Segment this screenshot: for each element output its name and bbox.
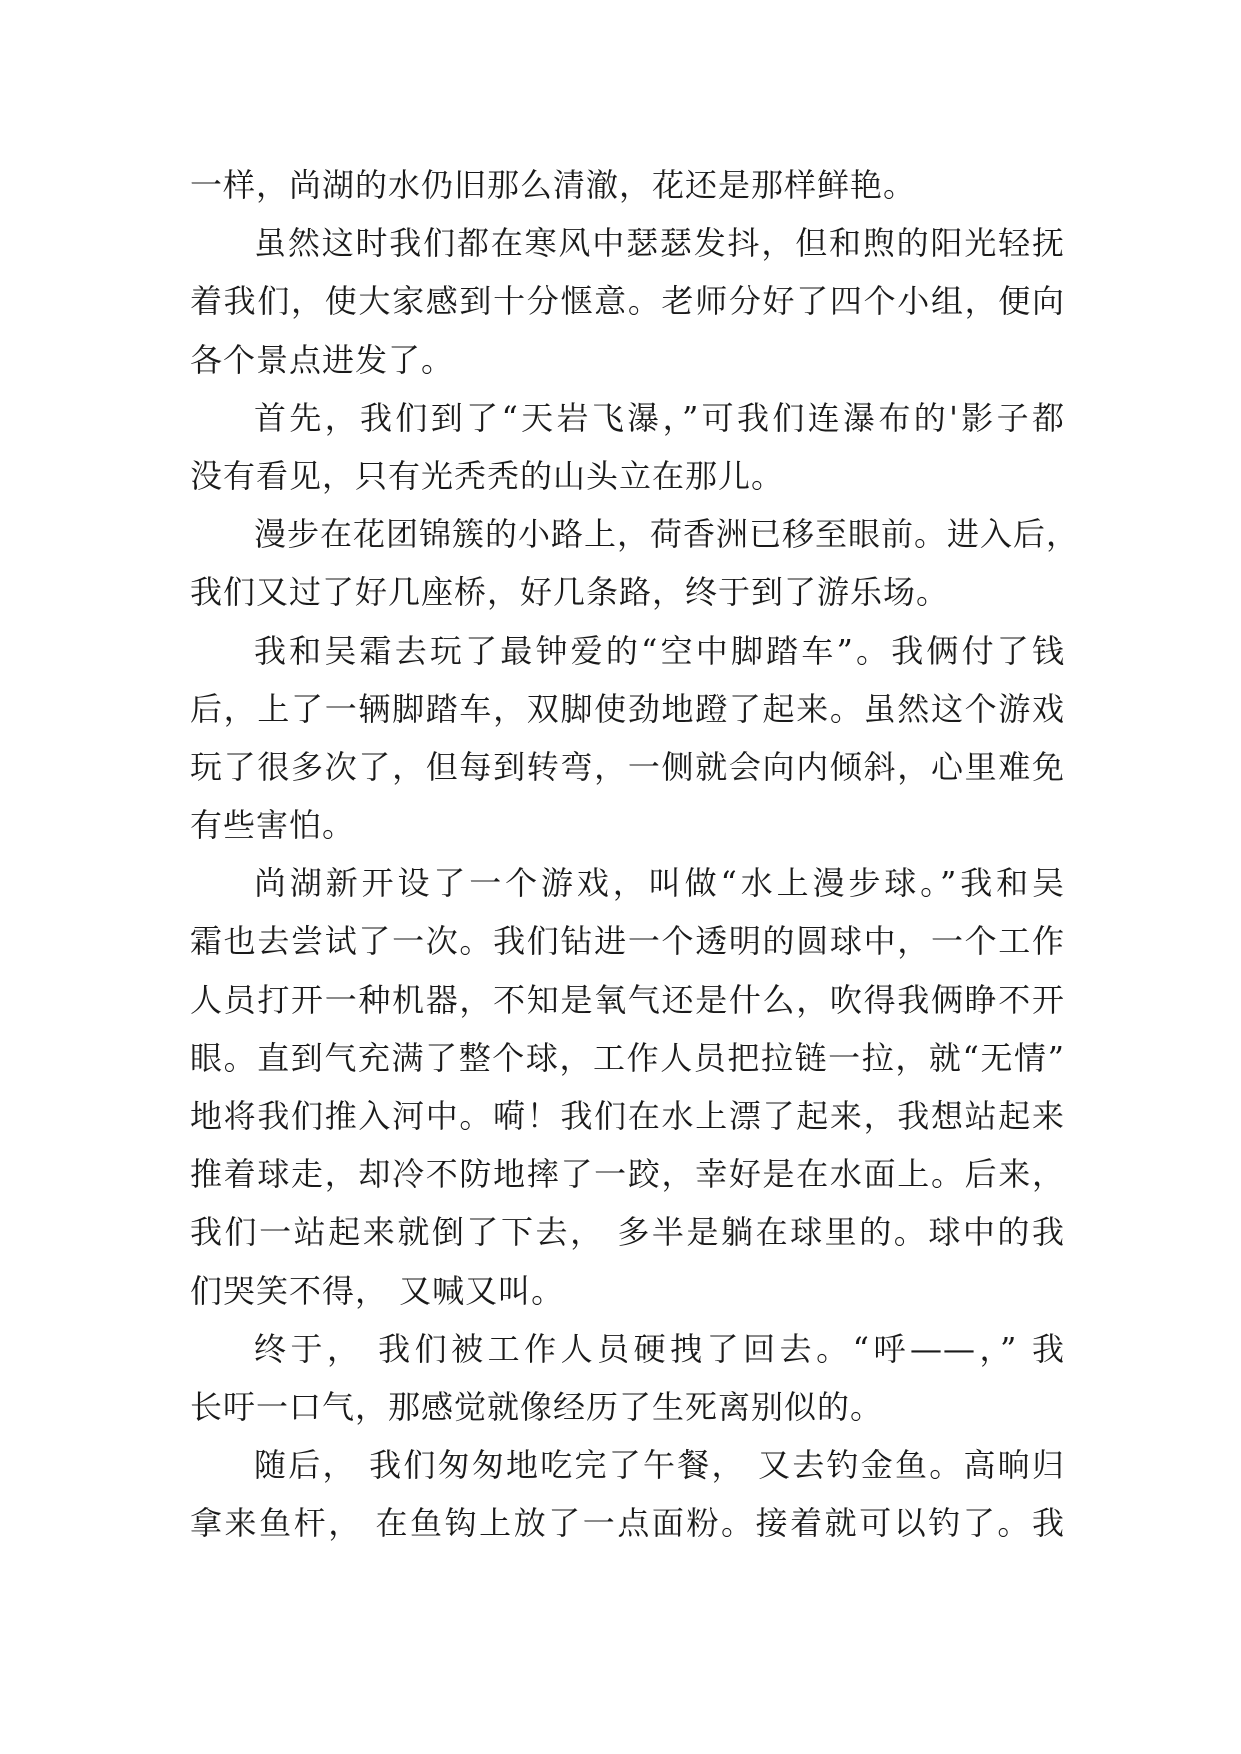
text-line: 一样，尚湖的水仍旧那么清澈，花还是那样鲜艳。	[190, 166, 917, 204]
text-line: 首先，我们到了“天岩飞瀑，”可我们连瀑布的'影子都	[254, 398, 1065, 437]
text-line: 霜也去尝试了一次。我们钻进一个透明的圆球中，一个工作	[190, 922, 1065, 961]
text-line: 没有看见，只有光秃秃的山头立在那儿。	[190, 456, 785, 495]
text-line: 我和吴霜去玩了最钟爱的“空中脚踏车”。我俩付了钱	[254, 631, 1065, 670]
body-text	[190, 156, 1080, 1553]
text-line: 虽然这时我们都在寒风中瑟瑟发抖，但和煦的阳光轻抚	[254, 224, 1065, 263]
text-line: 随后， 我们匆匆地吃完了午餐， 又去钓金鱼。高晌归	[254, 1446, 1065, 1485]
text-line: 我们一站起来就倒了下去， 多半是躺在球里的。球中的我	[190, 1213, 1065, 1252]
text-line: 尚湖新开设了一个游戏，叫做“水上漫步球。”我和吴	[254, 864, 1065, 903]
text-line: 各个景点进发了。	[190, 340, 455, 379]
text-line: 玩了很多次了，但每到转弯，一侧就会向内倾斜，心里难免	[190, 747, 1065, 786]
text-line: 们哭笑不得， 又喊又叫。	[190, 1271, 565, 1310]
text-line: 推着球走，却冷不防地摔了一跤，幸好是在水面上。后来，	[190, 1155, 1065, 1194]
text-line: 长吁一口气，那感觉就像经历了生死离别似的。	[190, 1387, 884, 1426]
text-line: 我们又过了好几座桥，好几条路，终于到了游乐场。	[190, 573, 950, 612]
text-line: 后，上了一辆脚踏车，双脚使劲地蹬了起来。虽然这个游戏	[190, 689, 1065, 728]
text-line: 漫步在花团锦簇的小路上，荷香洲已移至眼前。进入后，	[254, 515, 1080, 554]
text-line: 终于， 我们被工作人员硬拽了回去。“呼——，” 我	[254, 1329, 1065, 1368]
text-line: 地将我们推入河中。嗬！我们在水上漂了起来，我想站起来	[190, 1097, 1065, 1135]
text-line: 人员打开一种机器，不知是氧气还是什么，吹得我俩睁不开	[190, 980, 1065, 1019]
text-line: 拿来鱼杆， 在鱼钩上放了一点面粉。接着就可以钓了。我	[190, 1504, 1065, 1543]
text-line: 有些害怕。	[190, 806, 356, 845]
text-line: 着我们，使大家感到十分惬意。老师分好了四个小组，便向	[190, 282, 1065, 321]
text-line: 眼。直到气充满了整个球，工作人员把拉链一拉，就“无情”	[190, 1038, 1065, 1077]
